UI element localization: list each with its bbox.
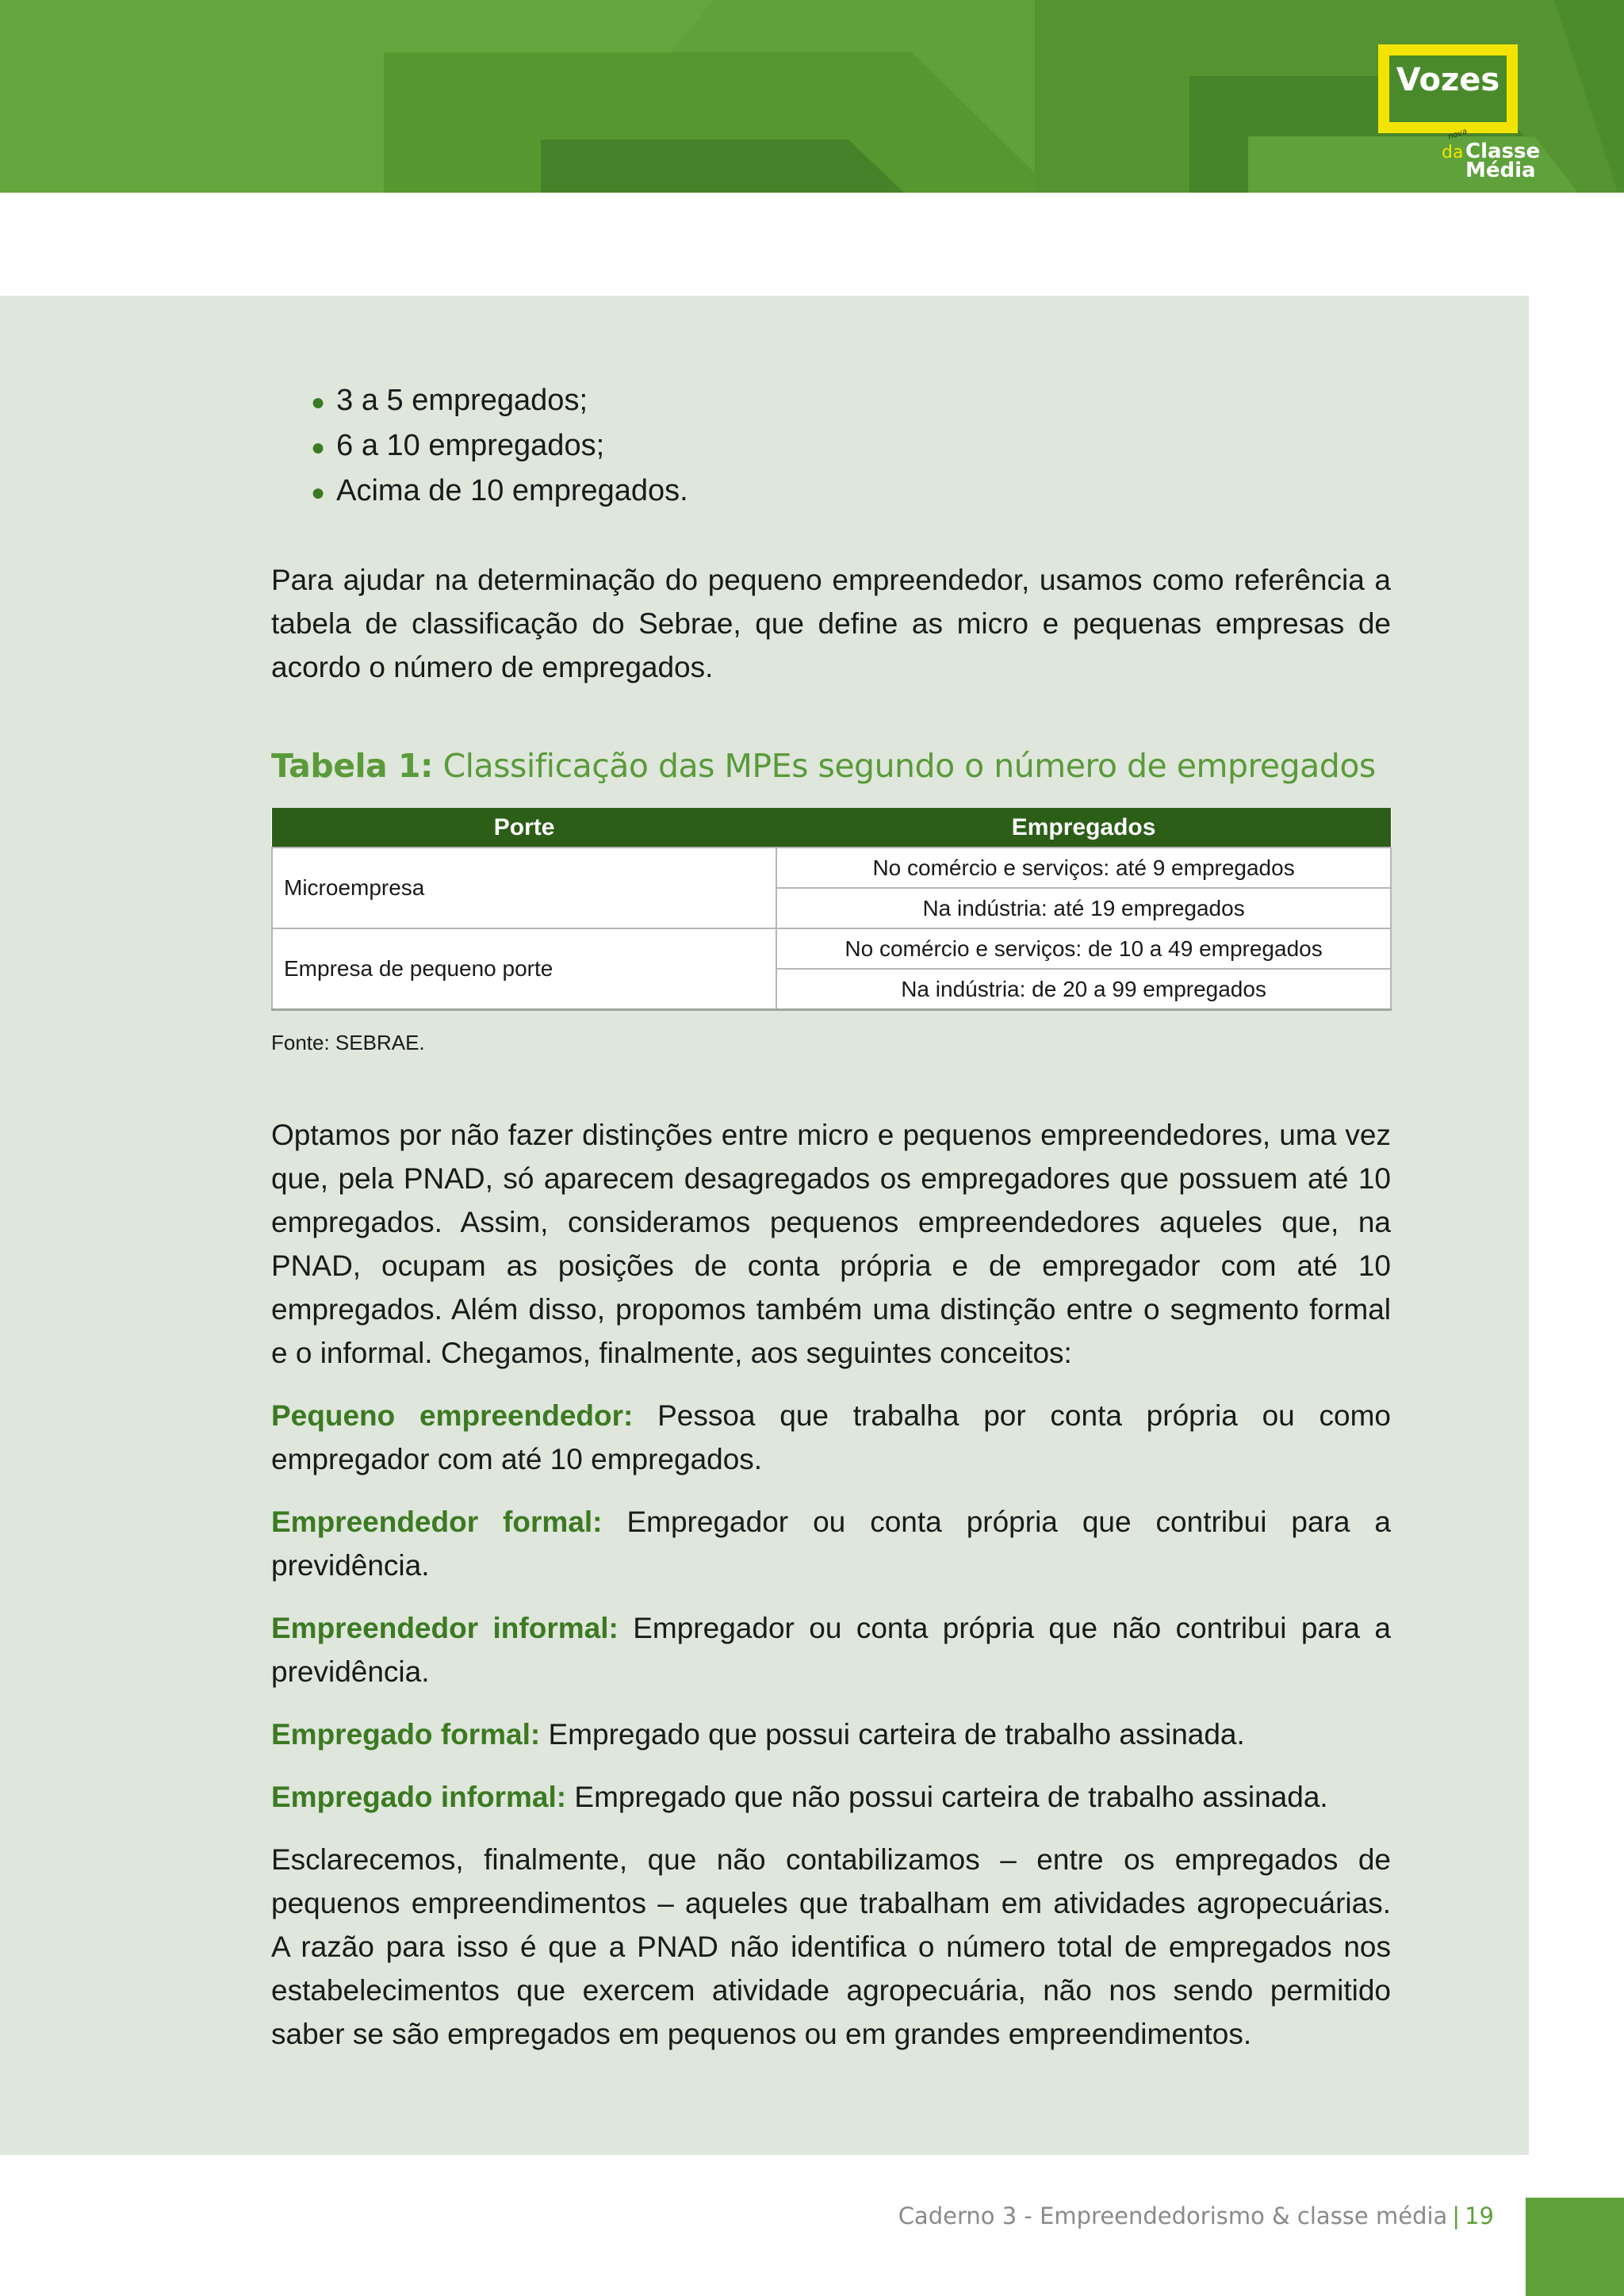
definition-term: Empregado informal: xyxy=(271,1781,567,1813)
column-header-empregados: Empregados xyxy=(776,808,1391,848)
table-cell-porte: Empresa de pequeno porte xyxy=(272,928,776,1010)
list-item: ● 3 a 5 empregados; xyxy=(311,384,588,417)
logo-classe: Classe xyxy=(1465,140,1541,163)
definition-text: Pessoa que trabalha por conta própria ou como empregador com até 10 empregados. xyxy=(271,1399,1391,1475)
definition-empregado-formal xyxy=(271,1712,1391,1756)
definition-text: Empregado que não possui carteira de trabalho assinada. xyxy=(566,1781,1328,1813)
footer-running-title xyxy=(898,2202,1494,2229)
table-source: Fonte: SEBRAE. xyxy=(271,1031,425,1054)
logo-da: da xyxy=(1442,143,1464,163)
column-header-porte: Porte xyxy=(272,808,776,848)
table-caption xyxy=(271,747,1376,785)
page-number: 19 xyxy=(1465,2202,1494,2229)
bullet-icon: ● xyxy=(311,434,326,461)
footer-accent-block xyxy=(1526,2198,1624,2296)
bullet-icon: ● xyxy=(311,480,326,506)
footer-separator: | xyxy=(1452,2202,1461,2229)
definition-empreendedor-formal xyxy=(271,1500,1391,1587)
definition-text: Empregador ou conta própria que não contribui para a previdência. xyxy=(271,1612,1391,1688)
paragraph-distinctions: Optamos por não fazer distinções entre micro e pequenos empreendedores, uma vez que, pela PNAD, só aparecem desagregados os empregadores que possuem até 10 empregados. Assim, consideramos pequenos empreendedores aqueles que, na PNAD, ocupam as posições de conta própria e de empregador com até 10 empregados. Além disso, propomos também uma distinção entre o segmento formal e o informal. Chegamos, finalmente, aos seguintes conceitos: xyxy=(271,1119,1391,1369)
table-caption-label: Tabela 1: xyxy=(271,747,433,785)
definition-term: Empreendedor informal: xyxy=(271,1612,619,1644)
logo-word: Vozes xyxy=(1396,62,1500,98)
logo-tag: nova xyxy=(1446,127,1469,142)
definition-term: Pequeno empreendedor: xyxy=(271,1399,634,1432)
list-item: ● 6 a 10 empregados; xyxy=(311,429,605,462)
table-caption-text: Classificação das MPEs segundo o número de empregados xyxy=(442,747,1376,785)
employee-range-list xyxy=(311,379,688,515)
definition-pequeno-empreendedor xyxy=(271,1394,1391,1481)
intro-paragraph: Para ajudar na determinação do pequeno empreendedor, usamos como referência a tabela de classificação do Sebrae, que define as micro e pequenas empresas de acordo o número de empregados. xyxy=(271,564,1391,683)
definition-empregado-informal xyxy=(271,1775,1391,1819)
list-item: ● Acima de 10 empregados. xyxy=(311,474,688,507)
definition-term: Empregado formal: xyxy=(271,1718,541,1751)
paragraph-agropecuaria: Esclarecemos, finalmente, que não contabilizamos – entre os empregados de pequenos empreendimentos – aqueles que trabalham em atividades agropecuárias. A razão para isso é que a PNAD não identifica o número total de empregados nos estabelecimentos que exercem atividade agropecuária, não nos sendo permitido saber se são empregados em pequenos ou em grandes empreendimentos. xyxy=(271,1843,1391,2050)
mpe-classification-table xyxy=(271,808,1392,1011)
definition-text: Empregador ou conta própria que contribui para a previdência. xyxy=(271,1506,1392,1582)
table-cell-empregados: No comércio e serviços: de 10 a 49 empregados xyxy=(776,928,1391,969)
vozes-logo xyxy=(1378,44,1541,182)
body-text xyxy=(271,1113,1391,2056)
header-banner xyxy=(0,0,1624,193)
table-row xyxy=(272,848,1391,888)
table-cell-porte: Microempresa xyxy=(272,848,776,928)
table-cell-empregados: Na indústria: até 19 empregados xyxy=(776,888,1391,928)
table-header-row xyxy=(272,808,1391,848)
footer-title: Caderno 3 - Empreendedorismo & classe média xyxy=(898,2202,1448,2229)
definition-term: Empreendedor formal: xyxy=(271,1506,603,1538)
intro-block xyxy=(271,558,1391,689)
bullet-icon: ● xyxy=(311,389,326,415)
definition-text: Empregado que possui carteira de trabalho assinada. xyxy=(540,1718,1245,1751)
table-cell-empregados: Na indústria: de 20 a 99 empregados xyxy=(776,969,1391,1010)
table-row xyxy=(272,928,1391,969)
logo-media: Média xyxy=(1465,159,1536,182)
definition-empreendedor-informal xyxy=(271,1606,1391,1693)
table-cell-empregados: No comércio e serviços: até 9 empregados xyxy=(776,848,1391,888)
